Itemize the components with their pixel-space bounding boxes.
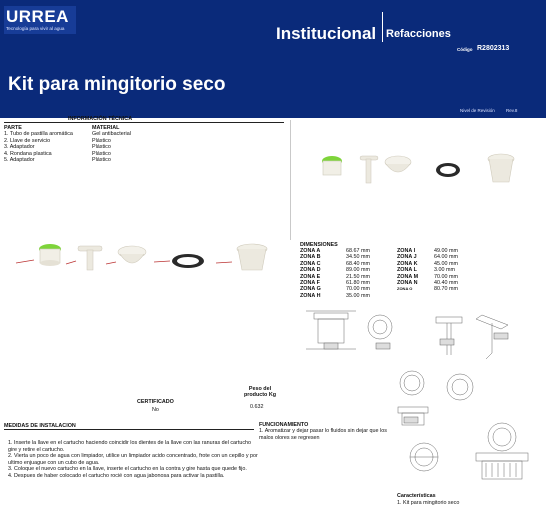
part-item: 2. Llave de servicio — [4, 137, 51, 144]
key-3d-drawing — [476, 315, 508, 359]
arrow-icon — [106, 262, 116, 264]
zone-value: 34.50 mm — [346, 254, 370, 261]
part-item: 4. Rondana plastica — [4, 150, 52, 157]
function-text: 1. Aromatizar y dejar pasar lo fluidos sin dejar que los malos olores se regresen — [259, 428, 387, 441]
part-item: 1. Tubo de pastilla aromática — [4, 131, 73, 138]
parts-list — [4, 125, 73, 163]
washer-drawing — [447, 374, 473, 400]
material-item: Plástico — [92, 157, 111, 164]
header-refacciones: Refacciones — [386, 28, 451, 40]
material-item: Plástico — [92, 144, 111, 151]
material-item: Plástico — [92, 137, 111, 144]
zone-label: ZONA J — [397, 254, 417, 261]
zone-label: ZONA C — [300, 260, 321, 267]
cap-drawing — [368, 315, 392, 349]
installation-step: 2. Vierta un poco de agua con limpiador, utilice un limpiador acido concentrado, frote con un cepillo y por ultimo enjuague con un cubo de agua. — [8, 453, 258, 466]
service-key-icon — [360, 156, 378, 183]
page-title: Kit para mingitorio seco — [8, 74, 226, 95]
zone-label: ZONA L — [397, 267, 417, 274]
service-key-icon — [78, 246, 102, 270]
technical-drawings — [296, 303, 542, 493]
cup-side-drawing — [476, 453, 528, 479]
zone-value: 70.00 mm — [434, 273, 458, 280]
revision-value: Rev.8 — [506, 108, 518, 113]
material-header: MATERIAL — [92, 125, 120, 131]
column-divider — [290, 120, 291, 240]
tech-info-title: INFORMACIÓN TÉCNICA — [68, 116, 133, 122]
header-divider — [382, 12, 383, 42]
zone-label: ZONA K — [397, 260, 418, 267]
cartridge-drawing — [306, 311, 356, 349]
zone-value: 89.00 mm — [346, 267, 370, 274]
zones-left-values — [346, 248, 370, 299]
tech-info-rule — [4, 122, 284, 123]
code-label: Código — [457, 47, 473, 52]
green-cartridge-icon — [39, 244, 61, 266]
zone-label: ZONA I — [397, 248, 416, 254]
zone-value: 45.00 mm — [434, 260, 458, 267]
zone-value: 49.00 mm — [434, 248, 458, 254]
zone-label: ZONA B — [300, 254, 321, 261]
cup-top-drawing — [488, 423, 516, 451]
zones-right-values — [434, 248, 458, 293]
key-drawing — [436, 317, 462, 355]
zone-value: 68.67 mm — [346, 248, 370, 254]
zone-value: 68.40 mm — [346, 260, 370, 267]
zone-label: ZONA F — [300, 280, 320, 287]
adapter-icon — [118, 246, 146, 263]
zone-value: 70.00 mm — [346, 286, 370, 293]
zone-label: ZONA G — [300, 286, 321, 293]
code-value: R2802313 — [477, 45, 510, 52]
zones-right — [397, 248, 418, 293]
features-title: Características — [397, 493, 436, 499]
certified-value: No — [152, 407, 159, 413]
header-banner — [0, 0, 546, 118]
zone-value: 61.80 mm — [346, 280, 370, 287]
zone-value: 80.70 mm — [434, 286, 458, 293]
part-header: PARTE — [4, 125, 22, 131]
adapter-side-drawing — [398, 407, 428, 425]
arrow-icon — [154, 261, 170, 262]
material-item: Gel antibacterial — [92, 131, 131, 138]
installation-step: 1. Inserte la llave en el cartucho haciendo coincidir los dientes de la llave con las ranuras del cartucho gire y retire el cartucho. — [8, 440, 252, 453]
installation-title: MEDIDAS DE INSTALACION — [4, 423, 76, 429]
adapter-cup-icon — [237, 244, 267, 270]
arrow-icon — [216, 262, 232, 263]
function-title: FUNCIONAMIENTO — [259, 422, 309, 428]
zone-value: 64.00 mm — [434, 254, 458, 261]
zone-label: ZONA N — [397, 280, 418, 287]
dimensions-title: DIMENSIONES — [300, 242, 338, 248]
parts-exploded-illustration — [4, 236, 284, 278]
zone-label: ZONA M — [397, 273, 419, 280]
part-item: 3. Adaptador — [4, 144, 35, 151]
weight-value: 0.632 — [250, 404, 264, 410]
installation-rule — [4, 429, 254, 430]
zone-label: ZONA E — [300, 273, 321, 280]
adapter-cup-icon — [488, 154, 514, 182]
zone-value: 35.00 mm — [346, 292, 370, 299]
arrow-icon — [66, 261, 76, 264]
header-institucional: Institucional — [276, 24, 377, 43]
materials-list — [92, 125, 131, 163]
zone-label: ZONA D — [300, 267, 321, 274]
adapter-top-drawing — [400, 371, 424, 395]
features-item: 1. Kit para mingitorio seco — [397, 500, 460, 506]
installation-step: 3. Coloque el nuevo cartucho en la llave, inserte el cartucho en la contra y gire hasta que quede fijo. — [8, 466, 247, 473]
zones-left — [300, 248, 321, 299]
material-item: Plástico — [92, 150, 111, 157]
installation-step: 4. Despues de haber colocado el cartucho rocié con agua jabonosa para activar la pastilla. — [8, 472, 225, 479]
zone-value: 40.40 mm — [434, 280, 458, 287]
green-cartridge-icon — [322, 156, 342, 175]
zone-label: ZONA H — [300, 292, 321, 299]
zone-value: 21.50 mm — [346, 273, 370, 280]
weight-label: Peso del producto Kg — [243, 386, 277, 399]
brand-tagline: Tecnología para vivir al agua — [6, 26, 65, 31]
installation-steps — [8, 440, 258, 480]
certified-label: CERTIFICADO — [137, 399, 174, 405]
washer-icon — [436, 163, 460, 177]
zone-label: ZONA A — [300, 248, 321, 254]
adapter-icon — [385, 156, 411, 172]
washer-icon — [172, 254, 204, 268]
revision-label: Nivel de Revisión — [460, 108, 495, 113]
adapter-top2-drawing — [410, 443, 438, 471]
brand-logo: URREA — [6, 7, 69, 26]
product-photos — [300, 150, 540, 190]
arrow-icon — [16, 260, 34, 263]
zone-label: ZONA O — [397, 286, 413, 292]
part-item: 5. Adaptador — [4, 157, 35, 164]
zone-value: 3.00 mm — [434, 267, 455, 274]
